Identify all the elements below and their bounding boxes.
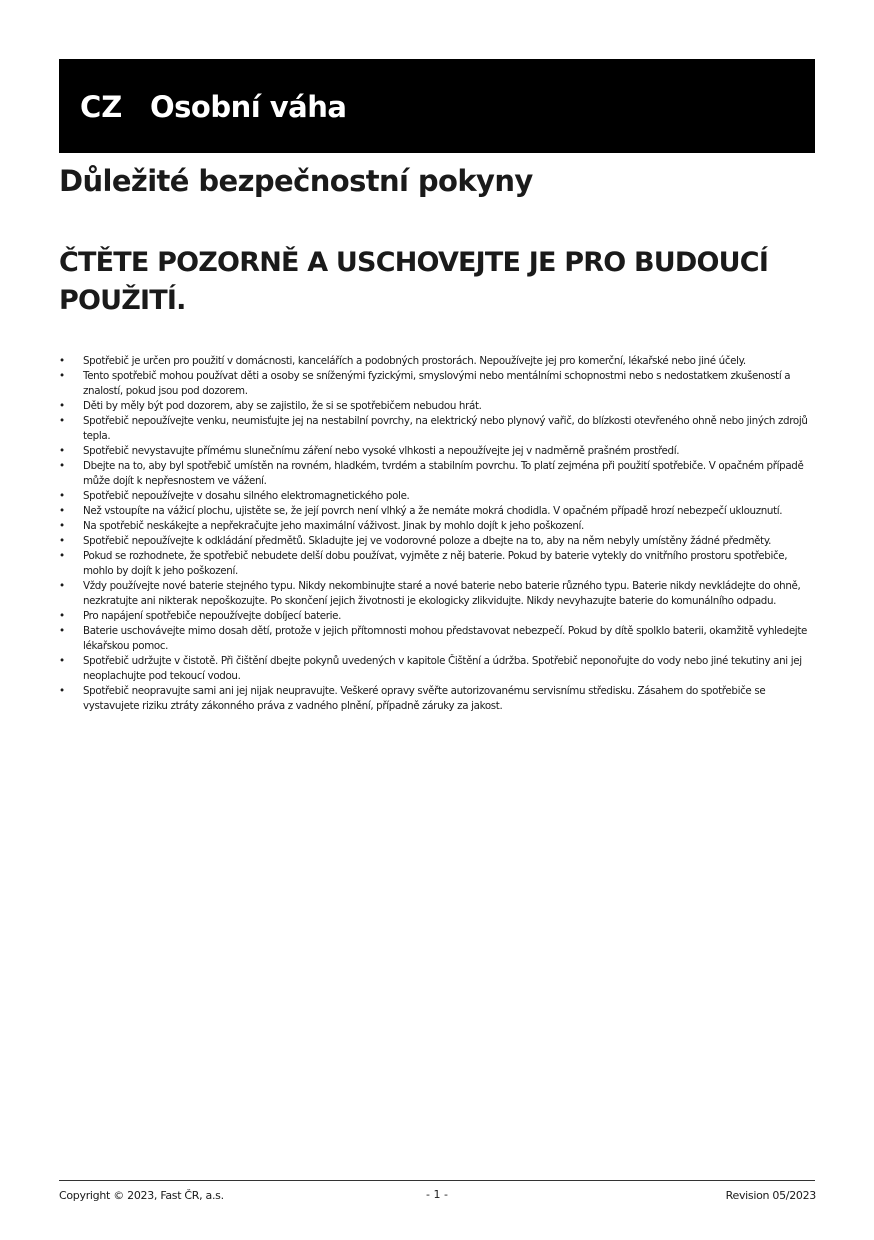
rule-text: Spotřebič neopravujte sami ani jej nijak neupravujte. Veškeré opravy svěřte autorizovanému servisnímu středisku. Zásahem do spotřebiče se vystavujete riziku ztráty zákonného práva z vadného plnění, případně záruky za jakost. bbox=[83, 685, 766, 712]
page-number: - 1 - bbox=[426, 1188, 448, 1201]
list-item bbox=[59, 399, 813, 414]
footer-divider bbox=[59, 1180, 815, 1181]
list-item bbox=[59, 579, 813, 609]
list-item bbox=[59, 459, 813, 489]
list-item bbox=[59, 504, 813, 519]
list-item bbox=[59, 444, 813, 459]
list-item bbox=[59, 534, 813, 549]
rule-text: Vždy používejte nové baterie stejného typu. Nikdy nekombinujte staré a nové baterie nebo baterie různého typu. Baterie nikdy nevkládejte do ohně, nezkratujte ani nikterak nepoškozujte. Po skončení jejich životnosti je ekologicky zlikvidujte. Nikdy nevyhazujte baterie do komunálního odpadu. bbox=[83, 580, 801, 607]
bullet-icon: • bbox=[59, 370, 65, 382]
bullet-icon: • bbox=[59, 460, 65, 472]
footer-copyright: Copyright © 2023, Fast ČR, a.s. bbox=[59, 1189, 224, 1202]
list-item bbox=[59, 624, 813, 654]
language-code: CZ bbox=[80, 90, 123, 124]
list-item bbox=[59, 354, 813, 369]
list-item bbox=[59, 369, 813, 399]
rule-text: Spotřebič nevystavujte přímému slunečnímu záření nebo vysoké vlhkosti a nepoužívejte jej v nadměrně prašném prostředí. bbox=[83, 445, 680, 457]
section-heading: Důležité bezpečnostní pokyny bbox=[59, 164, 533, 198]
product-title: Osobní váha bbox=[150, 90, 347, 124]
bullet-icon: • bbox=[59, 415, 65, 427]
list-item bbox=[59, 549, 813, 579]
rule-text: Baterie uschovávejte mimo dosah dětí, protože v jejich přítomnosti mohou představovat nebezpečí. Pokud by dítě spolklo baterii, okamžitě vyhledejte lékařskou pomoc. bbox=[83, 625, 807, 652]
bullet-icon: • bbox=[59, 685, 65, 697]
rule-text: Na spotřebič neskákejte a nepřekračujte jeho maximální váživost. Jinak by mohlo dojít k jeho poškození. bbox=[83, 520, 584, 532]
bullet-icon: • bbox=[59, 505, 65, 517]
footer-revision: Revision 05/2023 bbox=[725, 1189, 816, 1202]
rule-text: Spotřebič nepoužívejte v dosahu silného elektromagnetického pole. bbox=[83, 490, 410, 502]
bullet-icon: • bbox=[59, 625, 65, 637]
list-item bbox=[59, 489, 813, 504]
rule-text: Pro napájení spotřebiče nepoužívejte dobíjecí baterie. bbox=[83, 610, 342, 622]
rule-text: Než vstoupíte na vážicí plochu, ujistěte se, že její povrch není vlhký a že nemáte mokrá chodidla. V opačném případě hrozí nebezpečí uklouznutí. bbox=[83, 505, 783, 517]
rule-text: Spotřebič nepoužívejte k odkládání předmětů. Skladujte jej ve vodorovné poloze a dbejte na to, aby na něm nebyly umístěny žádné předměty. bbox=[83, 535, 772, 547]
bullet-icon: • bbox=[59, 490, 65, 502]
rule-text: Spotřebič je určen pro použití v domácnosti, kancelářích a podobných prostorách. Nepoužívejte jej pro komerční, lékařské nebo jiné účely. bbox=[83, 355, 746, 367]
rule-text: Děti by měly být pod dozorem, aby se zajistilo, že si se spotřebičem nebudou hrát. bbox=[83, 400, 482, 412]
bullet-icon: • bbox=[59, 610, 65, 622]
rule-text: Spotřebič nepoužívejte venku, neumisťujte jej na nestabilní povrchy, na elektrický nebo plynový vařič, do blízkosti otevřeného ohně nebo jiných zdrojů tepla. bbox=[83, 415, 808, 442]
bullet-icon: • bbox=[59, 580, 65, 592]
list-item bbox=[59, 519, 813, 534]
bullet-icon: • bbox=[59, 655, 65, 667]
rule-text: Spotřebič udržujte v čistotě. Při čištění dbejte pokynů uvedených v kapitole Čištění a údržba. Spotřebič neponořujte do vody nebo jiné tekutiny ani jej neoplachujte pod tekoucí vodou. bbox=[83, 655, 802, 682]
rule-text: Pokud se rozhodnete, že spotřebič nebudete delší dobu používat, vyjměte z něj baterie. Pokud by baterie vytekly do vnitřního prostoru spotřebiče, mohlo by dojít k jeho poškození. bbox=[83, 550, 788, 577]
bullet-icon: • bbox=[59, 400, 65, 412]
bullet-icon: • bbox=[59, 445, 65, 457]
bullet-icon: • bbox=[59, 550, 65, 562]
rule-text: Tento spotřebič mohou používat děti a osoby se sníženými fyzickými, smyslovými nebo mentálními schopnostmi nebo s nedostatkem zkušeností a znalostí, pokud jsou pod dozorem. bbox=[83, 370, 791, 397]
header-banner bbox=[59, 59, 815, 153]
safety-rules-list bbox=[59, 354, 813, 714]
warning-heading: ČTĚTE POZORNĚ A USCHOVEJTE JE PRO BUDOUCÍ POUŽITÍ. bbox=[59, 247, 769, 316]
list-item bbox=[59, 654, 813, 684]
bullet-icon: • bbox=[59, 355, 65, 367]
list-item bbox=[59, 609, 813, 624]
list-item bbox=[59, 414, 813, 444]
list-item bbox=[59, 684, 813, 714]
bullet-icon: • bbox=[59, 535, 65, 547]
bullet-icon: • bbox=[59, 520, 65, 532]
rule-text: Dbejte na to, aby byl spotřebič umístěn na rovném, hladkém, tvrdém a stabilním povrchu. To platí zejména při použití spotřebiče. V opačném případě může dojít k nepřesnostem ve vážení. bbox=[83, 460, 804, 487]
